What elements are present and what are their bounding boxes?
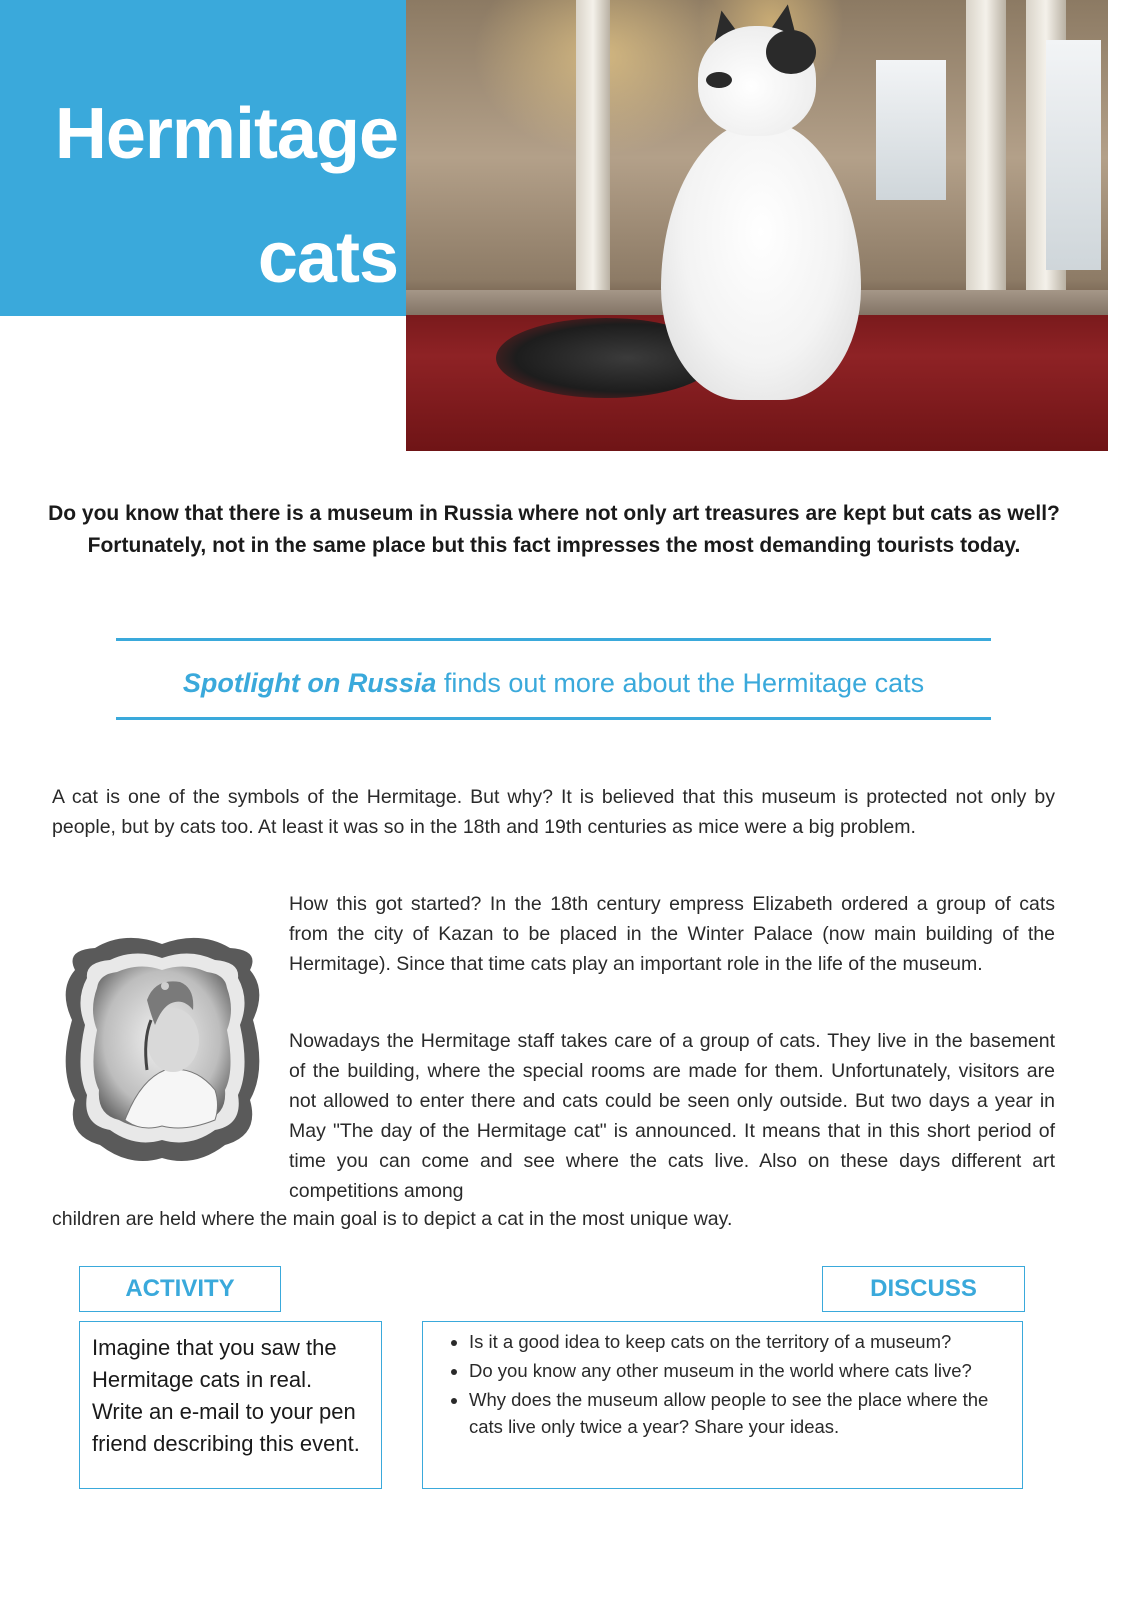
activity-text: Imagine that you saw the Hermitage cats in real. Write an e-mail to your pen friend describing this event. bbox=[92, 1335, 360, 1456]
discuss-label: DISCUSS bbox=[822, 1266, 1025, 1312]
activity-label: ACTIVITY bbox=[79, 1266, 281, 1312]
paragraph-3: Nowadays the Hermitage staff takes care of a group of cats. They live in the basement of the building, where the special rooms are made for them. Unfortunately, visitors are not allowed to enter there and cats could be seen only outside. But two days a year in May "The day of the Hermitage cat" is announced. It means that in this short period of time you can come and see where the cats live. Also on these days different art competitions among bbox=[289, 1030, 1055, 1202]
spotlight-rule-bottom bbox=[116, 717, 991, 720]
intro-text: Do you know that there is a museum in Russia where not only art treasures are kept but cats as well? Fortunately, not in the same place but this fact impresses the most demanding tourists today. bbox=[48, 502, 1060, 557]
photo-column bbox=[576, 0, 610, 330]
paragraph-1: A cat is one of the symbols of the Hermitage. But why? It is believed that this museum is protected not only by people, but by cats too. At least it was so in the 18th and 19th centuries as mice were a big problem. bbox=[52, 786, 1055, 838]
paragraph-3-tail: children are held where the main goal is to depict a cat in the most unique way. bbox=[52, 1208, 733, 1230]
paragraph-2: How this got started? In the 18th century empress Elizabeth ordered a group of cats from the city of Kazan to be placed in the Winter Palace (now main building of the Hermitage). Since that time cats play an important role in the life of the museum. bbox=[289, 893, 1055, 975]
title-line-1: Hermitage bbox=[54, 94, 398, 174]
discuss-list bbox=[423, 1328, 1012, 1440]
activity-box bbox=[79, 1321, 382, 1489]
discuss-item: • Why does the museum allow people to see the place where the cats live only twice a year? Share your ideas. bbox=[469, 1386, 1012, 1440]
discuss-box bbox=[422, 1321, 1023, 1489]
spotlight-heading bbox=[116, 668, 991, 699]
discuss-item: • Do you know any other museum in the world where cats live? bbox=[469, 1357, 1012, 1384]
photo-window bbox=[1046, 40, 1101, 270]
portrait-engraving bbox=[55, 930, 270, 1170]
photo-column bbox=[966, 0, 1006, 330]
discuss-item: • Is it a good idea to keep cats on the territory of a museum? bbox=[469, 1328, 1012, 1355]
cat-nose bbox=[706, 72, 732, 88]
spotlight-brand: Spotlight on Russia bbox=[182, 668, 437, 698]
title-block bbox=[0, 0, 406, 316]
cat-patch bbox=[766, 30, 816, 74]
header-photo bbox=[406, 0, 1108, 451]
spotlight-rest: finds out more about the Hermitage cats bbox=[436, 668, 925, 698]
spotlight-rule-top bbox=[116, 638, 991, 641]
cat-body bbox=[661, 120, 861, 400]
photo-window bbox=[876, 60, 946, 200]
title-line-2: cats bbox=[257, 218, 398, 298]
